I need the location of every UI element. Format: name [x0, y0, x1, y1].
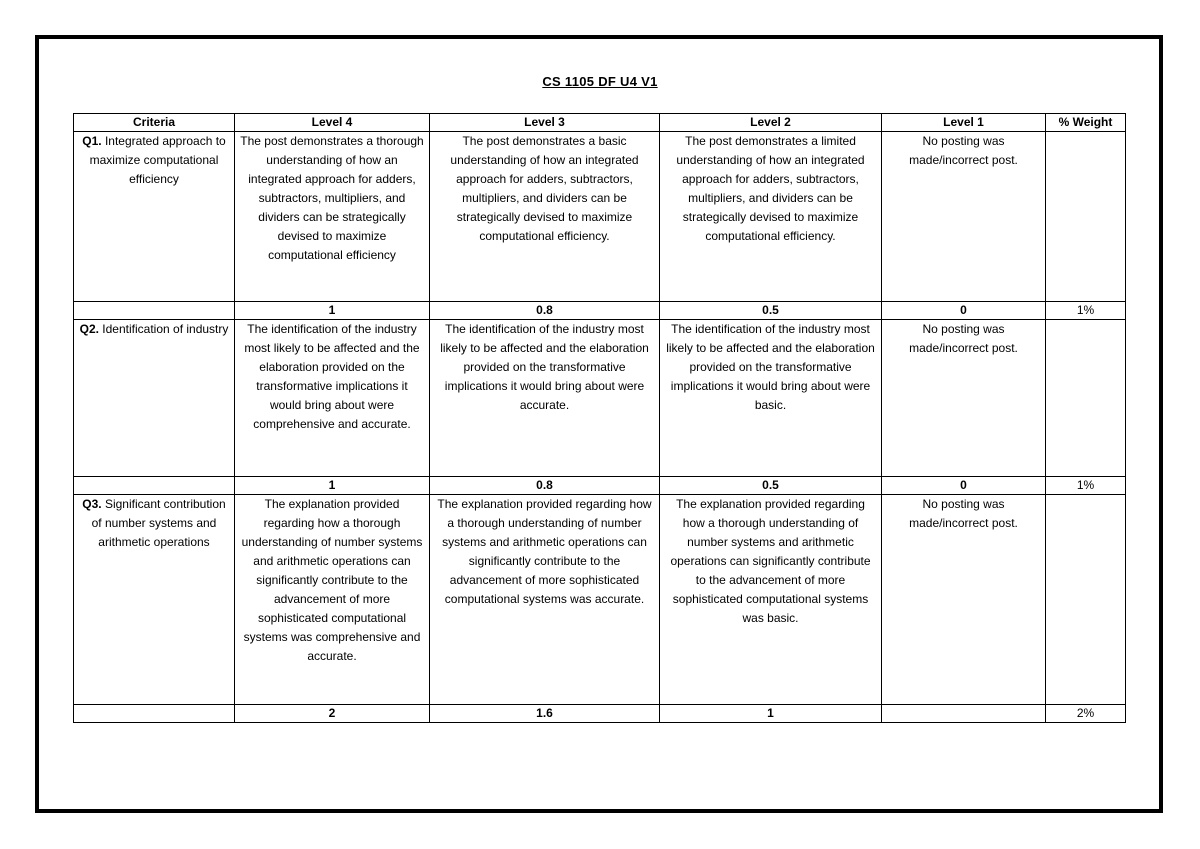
score-level-4: 1 [235, 302, 430, 320]
level-2-description: The explanation provided regarding how a thorough understanding of number systems and arithmetic operations can significantly contribute to the advancement of more sophisticated computational systems was basic. [660, 495, 882, 705]
criteria-text: Integrated approach to maximize computational efficiency [89, 134, 226, 186]
level-1-description: No posting was made/incorrect post. [882, 320, 1046, 477]
score-level-1: 0 [882, 302, 1046, 320]
score-level-2: 0.5 [660, 302, 882, 320]
document-title: CS 1105 DF U4 V1 [542, 74, 658, 89]
header-level-4: Level 4 [235, 114, 430, 132]
level-4-description: The identification of the industry most likely to be affected and the elaboration provided on the transformative implications it would bring about were comprehensive and accurate. [235, 320, 430, 477]
score-row [74, 302, 1126, 320]
criteria-cell [74, 132, 235, 302]
score-level-3: 1.6 [430, 705, 660, 723]
weight-cell [1046, 132, 1126, 302]
table-row [74, 495, 1126, 705]
score-criteria-cell [74, 705, 235, 723]
table-row [74, 320, 1126, 477]
score-level-3: 0.8 [430, 477, 660, 495]
level-4-description: The explanation provided regarding how a thorough understanding of number systems and arithmetic operations can significantly contribute to the advancement of more sophisticated computational systems was comprehensive and accurate. [235, 495, 430, 705]
score-level-1 [882, 705, 1046, 723]
header-level-1: Level 1 [882, 114, 1046, 132]
criteria-cell [74, 320, 235, 477]
criteria-number: Q3. [82, 497, 102, 511]
score-weight: 1% [1046, 477, 1126, 495]
level-3-description: The identification of the industry most likely to be affected and the elaboration provided on the transformative implications it would bring about were accurate. [430, 320, 660, 477]
score-weight: 1% [1046, 302, 1126, 320]
criteria-number: Q2. [79, 322, 99, 336]
score-weight: 2% [1046, 705, 1126, 723]
table-row [74, 132, 1126, 302]
level-1-description: No posting was made/incorrect post. [882, 495, 1046, 705]
level-3-description: The post demonstrates a basic understanding of how an integrated approach for adders, subtractors, multipliers, and dividers can be strategically devised to maximize computational efficiency. [430, 132, 660, 302]
criteria-text: Identification of industry [98, 322, 229, 336]
score-level-4: 1 [235, 477, 430, 495]
header-level-2: Level 2 [660, 114, 882, 132]
level-3-description: The explanation provided regarding how a thorough understanding of number systems and arithmetic operations can significantly contribute to the advancement of more sophisticated computational systems was accurate. [430, 495, 660, 705]
score-level-2: 1 [660, 705, 882, 723]
score-row [74, 705, 1126, 723]
header-weight: % Weight [1046, 114, 1126, 132]
table-header-row [74, 114, 1126, 132]
score-criteria-cell [74, 477, 235, 495]
level-2-description: The identification of the industry most likely to be affected and the elaboration provided on the transformative implications it would bring about were basic. [660, 320, 882, 477]
score-level-4: 2 [235, 705, 430, 723]
score-criteria-cell [74, 302, 235, 320]
level-2-description: The post demonstrates a limited understanding of how an integrated approach for adders, subtractors, multipliers, and dividers can be strategically devised to maximize computational efficiency. [660, 132, 882, 302]
criteria-text: Significant contribution of number systems and arithmetic operations [91, 497, 226, 549]
rubric-table [73, 113, 1126, 723]
score-level-3: 0.8 [430, 302, 660, 320]
level-4-description: The post demonstrates a thorough understanding of how an integrated approach for adders, subtractors, multipliers, and dividers can be strategically devised to maximize computational efficiency [235, 132, 430, 302]
criteria-number: Q1. [82, 134, 102, 148]
score-level-1: 0 [882, 477, 1046, 495]
score-level-2: 0.5 [660, 477, 882, 495]
level-1-description: No posting was made/incorrect post. [882, 132, 1046, 302]
criteria-cell [74, 495, 235, 705]
header-level-3: Level 3 [430, 114, 660, 132]
header-criteria: Criteria [74, 114, 235, 132]
score-row [74, 477, 1126, 495]
weight-cell [1046, 495, 1126, 705]
weight-cell [1046, 320, 1126, 477]
